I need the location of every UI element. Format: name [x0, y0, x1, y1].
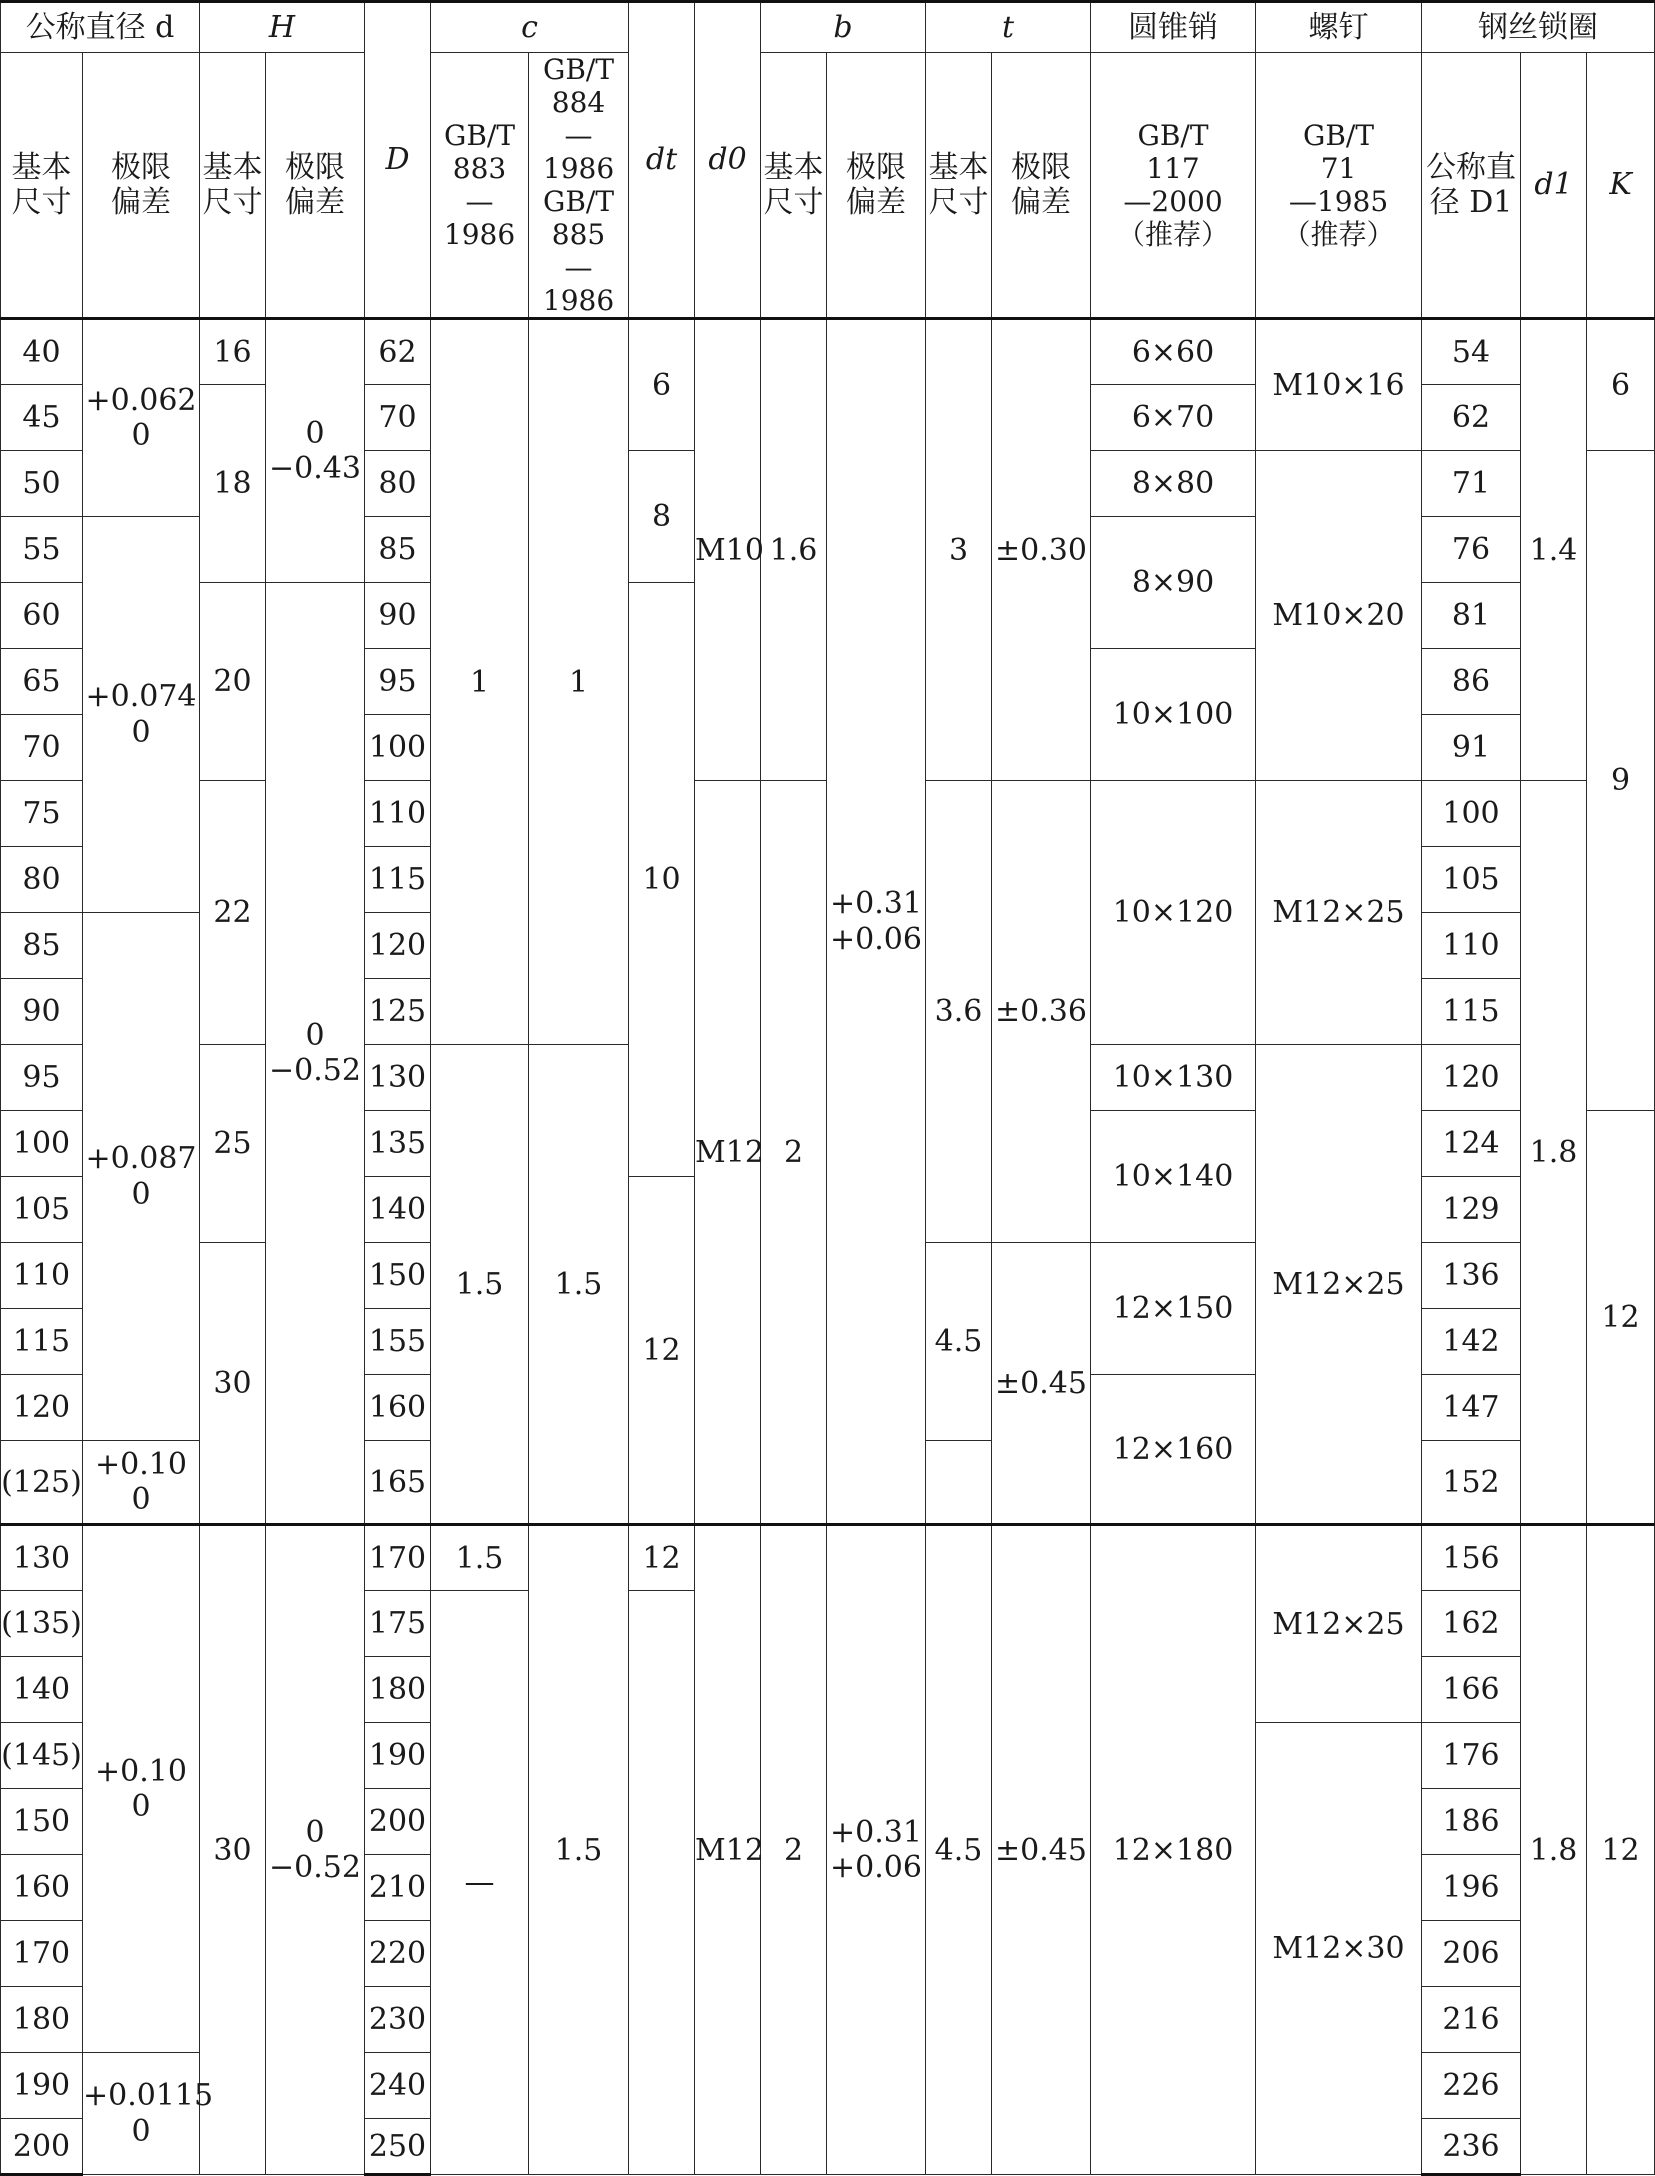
cell-D1: 226: [1422, 2053, 1521, 2119]
cell-D1: 86: [1422, 649, 1521, 715]
cell-t-tol: ±0.30: [992, 319, 1091, 781]
header-t: t: [926, 2, 1091, 53]
cell-d: 75: [1, 781, 83, 847]
table-row: [1, 319, 1655, 385]
cell-d-tol: +0.0115 0: [83, 2053, 200, 2175]
cell-D1: 156: [1422, 1525, 1521, 1591]
cell-H-tol: 0 −0.52: [266, 1525, 365, 2175]
header-screw-standard: GB/T 71 —1985 （推荐）: [1256, 53, 1422, 319]
cell-D: 160: [365, 1375, 431, 1441]
cell-pin: 8×90: [1091, 517, 1256, 649]
header-H-tol: 极限 偏差: [266, 53, 365, 319]
cell-H-tol: 0 −0.52: [266, 583, 365, 1525]
cell-pin: 6×70: [1091, 385, 1256, 451]
cell-D: 90: [365, 583, 431, 649]
cell-b-tol: +0.31 +0.06: [827, 319, 926, 1525]
cell-D1: 91: [1422, 715, 1521, 781]
cell-d: 190: [1, 2053, 83, 2119]
cell-H-basic: 18: [200, 385, 266, 583]
header-dt: dt: [629, 2, 695, 319]
cell-t-tol: ±0.36: [992, 781, 1091, 1243]
cell-d: 50: [1, 451, 83, 517]
cell-D1: 216: [1422, 1987, 1521, 2053]
cell-H-basic: 16: [200, 319, 266, 385]
cell-D1: 76: [1422, 517, 1521, 583]
header-c-gbt883: GB/T 883 —1986: [431, 53, 529, 319]
cell-d0: M12: [695, 1525, 761, 2175]
header-D: D: [365, 2, 431, 319]
cell-D: 100: [365, 715, 431, 781]
cell-D1: 136: [1422, 1243, 1521, 1309]
cell-H-basic: 30: [200, 1243, 266, 1525]
cell-d: 80: [1, 847, 83, 913]
cell-d: 70: [1, 715, 83, 781]
cell-D1: 206: [1422, 1921, 1521, 1987]
cell-D: 165: [365, 1441, 431, 1525]
cell-D1: 124: [1422, 1111, 1521, 1177]
cell-d: 160: [1, 1855, 83, 1921]
cell-c883: 1: [431, 319, 529, 1045]
cell-d: 170: [1, 1921, 83, 1987]
cell-pin: 6×60: [1091, 319, 1256, 385]
cell-c883: 1.5: [431, 1525, 529, 1591]
cell-d: 120: [1, 1375, 83, 1441]
cell-d: (135): [1, 1591, 83, 1657]
header-row-group: [1, 2, 1655, 53]
cell-H-basic: 30: [200, 1525, 266, 2175]
cell-D1: 147: [1422, 1375, 1521, 1441]
cell-d0: M10: [695, 319, 761, 781]
cell-pin: 12×150: [1091, 1243, 1256, 1375]
cell-b-basic: 2: [761, 781, 827, 1525]
cell-D: 80: [365, 451, 431, 517]
cell-screw: M10×20: [1256, 451, 1422, 781]
cell-D: 230: [365, 1987, 431, 2053]
cell-pin: 12×180: [1091, 1525, 1256, 2175]
cell-d-tol: +0.087 0: [83, 913, 200, 1441]
cell-K: 9: [1587, 451, 1655, 1111]
cell-c884: 1: [529, 319, 629, 1045]
cell-D1: 129: [1422, 1177, 1521, 1243]
cell-dt: 8: [629, 451, 695, 583]
cell-b-tol: +0.31 +0.06: [827, 1525, 926, 2175]
cell-D: 210: [365, 1855, 431, 1921]
cell-d: 60: [1, 583, 83, 649]
cell-D1: 71: [1422, 451, 1521, 517]
header-b-tol: 极限 偏差: [827, 53, 926, 319]
cell-D: 135: [365, 1111, 431, 1177]
cell-d: 85: [1, 913, 83, 979]
header-t-basic: 基本 尺寸: [926, 53, 992, 319]
cell-d: 90: [1, 979, 83, 1045]
cell-d: 45: [1, 385, 83, 451]
cell-D1: 236: [1422, 2119, 1521, 2175]
cell-D1: 110: [1422, 913, 1521, 979]
cell-d: 55: [1, 517, 83, 583]
cell-screw: M12×30: [1256, 1723, 1422, 2175]
cell-D1: 152: [1422, 1441, 1521, 1525]
cell-D1: 176: [1422, 1723, 1521, 1789]
cell-t-basic: 4.5: [926, 1525, 992, 2175]
cell-t-tol: ±0.45: [992, 1525, 1091, 2175]
cell-d1: 1.4: [1521, 319, 1587, 781]
cell-D: 220: [365, 1921, 431, 1987]
cell-D: 95: [365, 649, 431, 715]
cell-b-basic: 2: [761, 1525, 827, 2175]
cell-D: 175: [365, 1591, 431, 1657]
header-b-basic: 基本 尺寸: [761, 53, 827, 319]
cell-t-tol: ±0.45: [992, 1243, 1091, 1525]
header-b: b: [761, 2, 926, 53]
cell-c883: —: [431, 1591, 529, 2175]
cell-d: 65: [1, 649, 83, 715]
header-taper-pin: 圆锥销: [1091, 2, 1256, 53]
cell-D: 120: [365, 913, 431, 979]
cell-D: 130: [365, 1045, 431, 1111]
header-nominal-diameter: 公称直径 d: [1, 2, 200, 53]
header-c-gbt884-885: GB/T 884 —1986 GB/T 885 —1986: [529, 53, 629, 319]
cell-H-basic: 22: [200, 781, 266, 1045]
cell-t-basic: 3.6: [926, 781, 992, 1243]
cell-D: 85: [365, 517, 431, 583]
cell-d-tol: +0.10 0: [83, 1525, 200, 2053]
cell-d0: M12: [695, 781, 761, 1525]
cell-D: 125: [365, 979, 431, 1045]
cell-t-basic: 3: [926, 319, 992, 781]
cell-d: (125): [1, 1441, 83, 1525]
cell-pin: 10×120: [1091, 781, 1256, 1045]
header-H: H: [200, 2, 365, 53]
cell-D: 200: [365, 1789, 431, 1855]
cell-D: 250: [365, 2119, 431, 2175]
cell-b-basic: 1.6: [761, 319, 827, 781]
cell-D1: 62: [1422, 385, 1521, 451]
header-d-basic: 基本 尺寸: [1, 53, 83, 319]
cell-d: 95: [1, 1045, 83, 1111]
cell-D: 110: [365, 781, 431, 847]
cell-d: 140: [1, 1657, 83, 1723]
cell-d: 200: [1, 2119, 83, 2175]
cell-D1: 186: [1422, 1789, 1521, 1855]
cell-K: 6: [1587, 319, 1655, 451]
cell-d: 130: [1, 1525, 83, 1591]
header-d-tol: 极限 偏差: [83, 53, 200, 319]
cell-d-tol: +0.074 0: [83, 517, 200, 913]
cell-pin: 10×100: [1091, 649, 1256, 781]
cell-d-tol: +0.062 0: [83, 319, 200, 517]
cell-d: 180: [1, 1987, 83, 2053]
header-K: K: [1587, 53, 1655, 319]
cell-D1: 100: [1422, 781, 1521, 847]
cell-pin: 12×160: [1091, 1375, 1256, 1525]
cell-H-basic: 25: [200, 1045, 266, 1243]
header-D1: 公称直 径 D1: [1422, 53, 1521, 319]
cell-dt: 10: [629, 583, 695, 1177]
cell-pin: 10×130: [1091, 1045, 1256, 1111]
cell-d-tol: +0.10 0: [83, 1441, 200, 1525]
cell-dt: 12: [629, 1177, 695, 1525]
header-d0: d0: [695, 2, 761, 319]
cell-D: 190: [365, 1723, 431, 1789]
cell-d: 40: [1, 319, 83, 385]
cell-D1: 115: [1422, 979, 1521, 1045]
cell-t-basic-empty: [926, 1441, 992, 1525]
cell-K: 12: [1587, 1111, 1655, 1525]
cell-D: 70: [365, 385, 431, 451]
cell-D1: 120: [1422, 1045, 1521, 1111]
cell-D1: 166: [1422, 1657, 1521, 1723]
cell-D1: 105: [1422, 847, 1521, 913]
cell-D1: 81: [1422, 583, 1521, 649]
cell-D: 170: [365, 1525, 431, 1591]
cell-H-tol: 0 −0.43: [266, 319, 365, 583]
cell-D1: 54: [1422, 319, 1521, 385]
header-t-tol: 极限 偏差: [992, 53, 1091, 319]
cell-d: 150: [1, 1789, 83, 1855]
cell-H-basic: 20: [200, 583, 266, 781]
cell-screw: M12×25: [1256, 1045, 1422, 1525]
header-H-basic: 基本 尺寸: [200, 53, 266, 319]
cell-d: 105: [1, 1177, 83, 1243]
cell-d: 115: [1, 1309, 83, 1375]
cell-screw: M12×25: [1256, 1525, 1422, 1723]
cell-d: 100: [1, 1111, 83, 1177]
header-pin-standard: GB/T 117 —2000 （推荐）: [1091, 53, 1256, 319]
cell-D1: 196: [1422, 1855, 1521, 1921]
table-row: [1, 1525, 1655, 1591]
cell-D: 62: [365, 319, 431, 385]
cell-d: (145): [1, 1723, 83, 1789]
cell-screw: M12×25: [1256, 781, 1422, 1045]
cell-D: 240: [365, 2053, 431, 2119]
cell-d1: 1.8: [1521, 1525, 1587, 2175]
cell-pin: 10×140: [1091, 1111, 1256, 1243]
cell-dt: 6: [629, 319, 695, 451]
header-d1: d1: [1521, 53, 1587, 319]
cell-D: 155: [365, 1309, 431, 1375]
cell-c884: 1.5: [529, 1045, 629, 1525]
cell-screw: M10×16: [1256, 319, 1422, 451]
cell-D1: 162: [1422, 1591, 1521, 1657]
cell-t-basic: 4.5: [926, 1243, 992, 1441]
cell-K: 12: [1587, 1525, 1655, 2175]
cell-d: 110: [1, 1243, 83, 1309]
header-row-sub: [1, 53, 1655, 319]
header-wire-lock-ring: 钢丝锁圈: [1422, 2, 1655, 53]
header-screw: 螺钉: [1256, 2, 1422, 53]
cell-D: 140: [365, 1177, 431, 1243]
cell-D: 180: [365, 1657, 431, 1723]
cell-c884: 1.5: [529, 1525, 629, 2175]
cell-d1: 1.8: [1521, 781, 1587, 1525]
cell-D: 150: [365, 1243, 431, 1309]
header-c: c: [431, 2, 629, 53]
cell-c883: 1.5: [431, 1045, 529, 1525]
cell-dt: [629, 1591, 695, 2175]
cell-D1: 142: [1422, 1309, 1521, 1375]
cell-D: 115: [365, 847, 431, 913]
cell-pin: 8×80: [1091, 451, 1256, 517]
cell-dt: 12: [629, 1525, 695, 1591]
